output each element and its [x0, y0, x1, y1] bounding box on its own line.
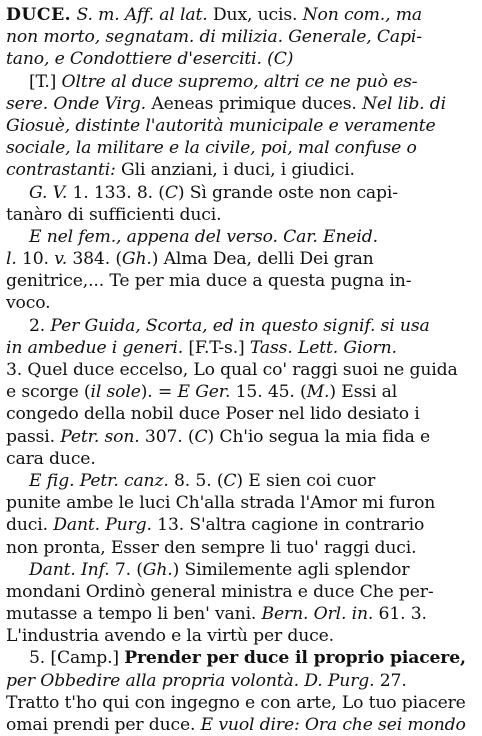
- text-line: [6, 625, 476, 647]
- text-segment: L'industria avendo e la virtù per duce.: [6, 626, 334, 647]
- text-line: [6, 581, 476, 603]
- text-segment: E nel fem., appena del verso. Car. Eneid.: [29, 226, 378, 247]
- text-segment: ) E sien coi cuor: [236, 470, 376, 491]
- text-segment: ) Sì grande oste non capi-: [177, 182, 398, 203]
- text-segment: Dant. Inf.: [29, 559, 110, 580]
- text-line: [6, 403, 476, 425]
- text-segment: genitrice,... Te per mia duce a questa pugna in-: [6, 271, 412, 292]
- text-line: [6, 470, 476, 492]
- text-line: [6, 182, 476, 204]
- text-segment: C: [194, 426, 208, 447]
- text-segment: cara duce.: [6, 448, 96, 469]
- text-segment: non pronta, Esser den sempre li tuo' raggi duci.: [6, 537, 417, 558]
- text-line: [6, 26, 476, 48]
- text-segment: 7. (: [109, 559, 143, 580]
- text-segment: Nel lib. di: [362, 93, 447, 114]
- text-line: [6, 248, 476, 270]
- text-segment: 13. S'altra cagione in contrario: [151, 515, 425, 536]
- text-line: [6, 4, 476, 26]
- text-line: [6, 159, 476, 181]
- text-line: [6, 514, 476, 536]
- text-segment: 3. Quel duce eccelso, Lo qual co' raggi suoi ne guida: [6, 360, 458, 380]
- text-segment: e scorge (: [6, 382, 91, 403]
- text-line: [6, 492, 476, 514]
- text-segment: passi.: [6, 426, 61, 447]
- text-line: [6, 115, 476, 137]
- text-segment: contrastanti:: [6, 160, 116, 181]
- text-segment: tano, e Condottiere d'eserciti. (C): [6, 49, 294, 70]
- text-segment: Petr. son.: [60, 426, 140, 447]
- text-line: [6, 93, 476, 115]
- text-line: [6, 71, 476, 93]
- text-line: [6, 292, 476, 314]
- text-segment: il sole: [90, 382, 141, 403]
- text-line: [6, 714, 476, 736]
- text-segment: Per Guida, Scorta, ed in questo signif. si usa: [50, 315, 430, 336]
- text-segment: omai prendi per duce.: [6, 715, 201, 735]
- text-segment: punite ambe le luci Ch'alla strada l'Amor mi furon: [6, 493, 436, 514]
- text-line: [6, 448, 476, 470]
- text-line: [6, 315, 476, 337]
- text-line: [6, 226, 476, 248]
- text-segment: Tass. Lett. Giorn.: [249, 337, 397, 358]
- text-segment: mondani Ordinò general ministra e duce Che per-: [6, 581, 434, 602]
- text-segment: ) Essi al: [329, 382, 398, 403]
- text-line: [6, 537, 476, 559]
- text-line: [6, 204, 476, 226]
- text-line: [6, 48, 476, 70]
- text-segment: [T.]: [29, 71, 62, 92]
- text-segment: Bern. Orl. in.: [261, 604, 374, 625]
- text-line: [6, 426, 476, 448]
- text-segment: mutasse a tempo li ben' vani.: [6, 604, 262, 625]
- text-segment: Non com., ma: [302, 5, 422, 25]
- text-segment: 8. 5. (: [168, 470, 224, 491]
- text-line: [6, 559, 476, 581]
- text-segment: duci.: [6, 515, 54, 536]
- text-segment: ) Similemente agli splendor: [172, 559, 410, 580]
- text-segment: ) Ch'io segua la mia fida e: [207, 426, 431, 447]
- text-segment: per Obbedire alla propria volontà. D. Purg.: [6, 670, 375, 691]
- text-segment: E Ger.: [177, 382, 231, 403]
- text-segment: 61. 3.: [373, 604, 427, 625]
- text-segment: non morto, segnatam. di milizia. Generale, Capi-: [6, 27, 422, 48]
- text-segment: sociale, la militare e la civile, poi, mal confuse o: [6, 138, 417, 159]
- text-segment: 2.: [29, 315, 51, 336]
- headword: DUCE.: [6, 5, 72, 25]
- text-line: [6, 692, 476, 714]
- text-line: [6, 603, 476, 625]
- text-line: [6, 647, 476, 669]
- text-segment: 27.: [374, 670, 407, 691]
- text-line: [6, 270, 476, 292]
- text-segment: Giosuè, distinte l'autorità municipale e veramente: [6, 115, 436, 136]
- text-segment: Oltre al duce supremo, altri ce ne può es-: [61, 71, 418, 92]
- text-line: [6, 670, 476, 692]
- text-segment: Gli anziani, i duci, i giudici.: [115, 160, 355, 181]
- text-segment: E vuol dire: Ora che sei mondo: [200, 715, 466, 735]
- text-segment: tanàro di sufficienti duci.: [6, 204, 222, 225]
- text-segment: G. V.: [29, 182, 68, 203]
- text-segment: S. m. Aff. al lat.: [71, 5, 208, 25]
- text-segment: E fig. Petr. canz.: [29, 470, 169, 491]
- text-segment: 5. [Camp.]: [29, 648, 125, 669]
- text-segment: Gh.: [121, 249, 152, 270]
- text-line: [6, 359, 476, 381]
- text-segment: in ambedue i generi.: [6, 337, 184, 358]
- dictionary-entry-duce: [6, 4, 476, 736]
- text-segment: 1. 133. 8. (: [67, 182, 165, 203]
- text-segment: ). =: [140, 382, 178, 403]
- text-segment: voco.: [6, 293, 51, 314]
- text-segment: Dant. Purg.: [53, 515, 152, 536]
- text-segment: sere. Onde Virg.: [6, 93, 146, 114]
- text-segment: [F.T-s.]: [183, 337, 250, 358]
- text-segment: Prender per duce il proprio piacere,: [124, 648, 466, 669]
- text-segment: v.: [54, 249, 68, 270]
- text-line: [6, 381, 476, 403]
- text-segment: Aeneas primique duces.: [146, 93, 363, 114]
- text-segment: Dux, ucis.: [207, 5, 303, 25]
- text-line: [6, 137, 476, 159]
- text-segment: 307. (: [139, 426, 195, 447]
- text-segment: 10.: [16, 249, 55, 270]
- text-line: [6, 337, 476, 359]
- text-segment: M.: [306, 382, 330, 403]
- text-segment: C: [223, 470, 237, 491]
- text-segment: congedo della nobil duce Poser nel lido desiato i: [6, 404, 420, 425]
- text-segment: 384. (: [67, 249, 122, 270]
- text-segment: l.: [6, 249, 17, 270]
- text-segment: Tratto t'ho qui con ingegno e con arte, Lo tuo piacere: [6, 692, 466, 713]
- text-segment: C: [164, 182, 178, 203]
- text-segment: ) Alma Dea, delli Dei gran: [151, 249, 374, 270]
- text-segment: 15. 45. (: [230, 382, 307, 403]
- text-segment: Gh.: [142, 559, 173, 580]
